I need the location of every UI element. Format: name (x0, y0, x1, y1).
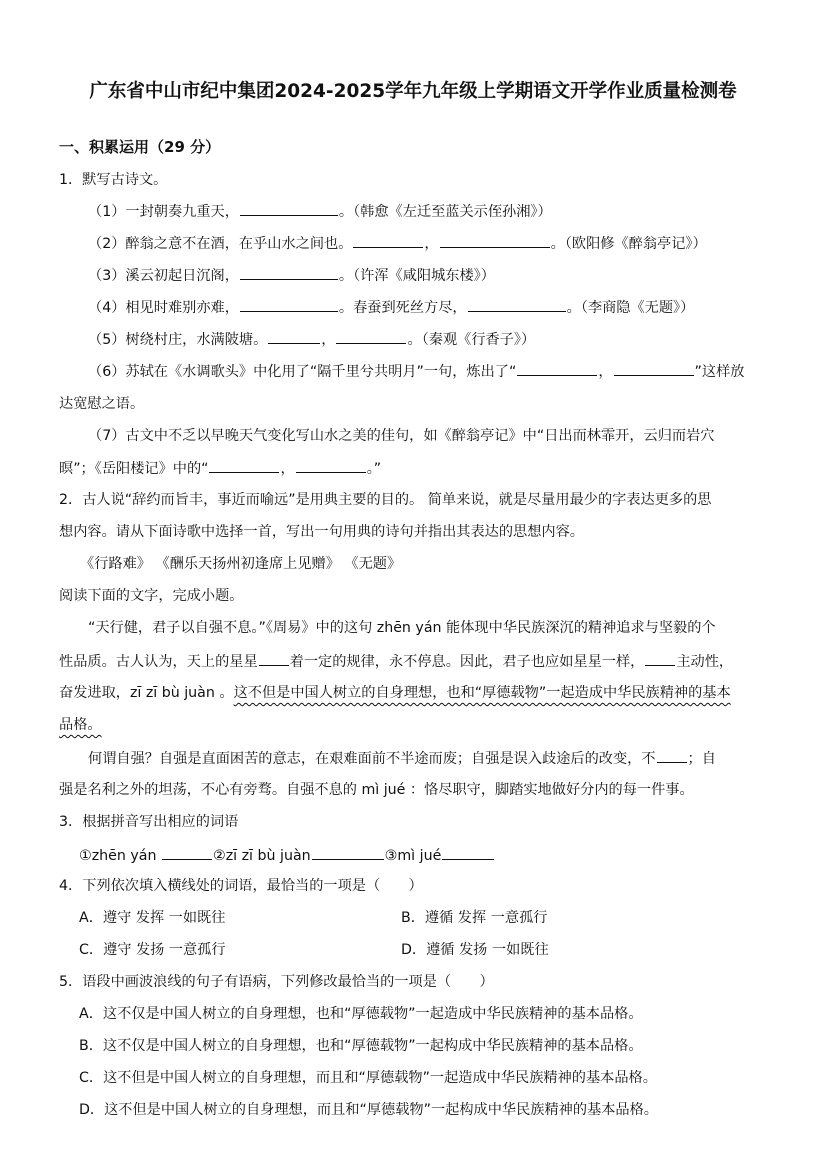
q4-option-d[interactable]: D．遵循 发扬 一如既往 (401, 942, 549, 958)
q2-poem-list: 《行路难》 《酬乐天扬州初逢席上见赠》 《无题》 (80, 556, 402, 572)
text: 何谓自强？自强是直面困苦的意志，在艰难面前不半途而废；自强是误入歧途后的改变，不 (88, 751, 656, 767)
passage-line-3 (59, 683, 731, 703)
text: 暝”；《岳阳楼记》中的“ (59, 461, 209, 477)
answer-blank[interactable] (296, 458, 366, 473)
q5-option-c[interactable]: C．这不但是中国人树立的自身理想，而且和“厚德载物”一起造成中华民族精神的基本品格。 (79, 1070, 657, 1086)
pinyin-3: ③mì jué (384, 848, 442, 864)
q1-line-1 (88, 201, 552, 222)
answer-blank[interactable] (240, 201, 338, 216)
text: （3）溪云初起日沉阁， (88, 268, 239, 284)
answer-blank[interactable] (162, 845, 212, 860)
answer-blank[interactable] (336, 329, 406, 344)
page-title: 广东省中山市纪中集团2024-2025学年九年级上学期语文开学作业质量检测卷 (89, 81, 737, 102)
text: ”这样放 (694, 364, 745, 380)
pinyin-1: ①zhēn yán (79, 848, 161, 864)
q1-line-2 (88, 233, 707, 254)
passage-line-6: 强是名利之外的坦荡，不心有旁骛。自强不息的 mì jué ：恪尽职守，脚踏实地做好分内的每一件事。 (59, 782, 694, 798)
q5-stem: 5．语段中画波浪线的句子有语病，下列修改最恰当的一项是（ ） (59, 974, 494, 990)
answer-blank[interactable] (614, 361, 694, 376)
text: 。春蚕到死丝方尽， (338, 300, 467, 316)
q4-option-b[interactable]: B．遵循 发挥 一意孤行 (401, 910, 548, 926)
pinyin-2: ②zī zī bù juàn (212, 848, 311, 864)
answer-blank[interactable] (468, 297, 566, 312)
section-heading: 一、积累运用（29 分） (59, 138, 221, 156)
text: ；自 (687, 751, 716, 767)
answer-blank[interactable] (440, 233, 550, 248)
text: 。（李商隐《无题》） (566, 300, 695, 316)
q3-answers (79, 845, 495, 866)
text: 奋发进取，zī zī bù juàn 。 (59, 685, 234, 701)
q1-line-4 (88, 297, 694, 318)
answer-blank[interactable] (268, 329, 320, 344)
text: 。（秦观《行香子》） (407, 332, 536, 348)
text: ， (321, 332, 336, 348)
passage-line-1: “天行健，君子以自强不息。”《周易》中的这句 zhēn yán 能体现中华民族深沉的精神追求与坚毅的个 (88, 620, 716, 636)
passage-line-2 (59, 651, 733, 672)
q1-line-5 (88, 329, 535, 350)
q1-stem: 1．默写古诗文。 (59, 172, 168, 188)
q2-stem-line-1: 2．古人说“辞约而旨丰，事近而喻远”是用典主要的目的。 简单来说，就是尽量用最少的字表达更多的思 (59, 492, 712, 508)
text: ， (424, 236, 439, 252)
q5-option-a[interactable]: A．这不仅是中国人树立的自身理想，也和“厚德载物”一起造成中华民族精神的基本品格。 (79, 1006, 643, 1022)
text: ， (598, 364, 613, 380)
answer-blank[interactable] (240, 297, 338, 312)
answer-blank[interactable] (517, 361, 597, 376)
answer-blank[interactable] (645, 651, 675, 666)
answer-blank[interactable] (240, 265, 338, 280)
text: 着一定的规律，永不停息。因此，君子也应如星星一样， (289, 654, 645, 670)
q1-line-3 (88, 265, 495, 286)
text: ， (280, 461, 295, 477)
q4-option-a[interactable]: A．遵守 发挥 一如既往 (79, 910, 226, 926)
answer-blank[interactable] (657, 748, 687, 763)
text: （1）一封朝奏九重天， (88, 204, 239, 220)
q4-option-c[interactable]: C．遵守 发扬 一意孤行 (79, 942, 226, 958)
answer-blank[interactable] (259, 651, 289, 666)
reading-intro: 阅读下面的文字，完成小题。 (59, 588, 244, 604)
text: （5）树绕村庄，水满陂塘。 (88, 332, 268, 348)
q1-line-6-cont: 达宽慰之语。 (59, 396, 145, 412)
text: 。” (366, 461, 382, 477)
q1-line-7-cont (59, 458, 381, 479)
q5-option-d[interactable]: D．这不但是中国人树立的自身理想，而且和“厚德载物”一起构成中华民族精神的基本品格。 (79, 1102, 658, 1118)
q5-option-b[interactable]: B．这不仅是中国人树立的自身理想，也和“厚德载物”一起构成中华民族精神的基本品格。 (79, 1038, 643, 1054)
answer-blank[interactable] (353, 233, 423, 248)
answer-blank[interactable] (442, 845, 494, 860)
text: 性品质。古人认为，天上的星星 (59, 654, 258, 670)
passage-line-4 (59, 715, 102, 735)
passage-line-5 (88, 748, 716, 769)
text: 。（许浑《咸阳城东楼》） (338, 268, 495, 284)
text: 。（韩愈《左迁至蓝关示侄孙湘》） (338, 204, 552, 220)
text: 主动性， (676, 654, 734, 670)
q1-line-6 (88, 361, 744, 382)
text: （4）相见时难别亦难， (88, 300, 239, 316)
answer-blank[interactable] (209, 458, 279, 473)
text: （2）醉翁之意不在酒，在乎山水之间也。 (88, 236, 353, 252)
q2-stem-line-2: 想内容。请从下面诗歌中选择一首，写出一句用典的诗句并指出其表达的思想内容。 (59, 524, 584, 540)
q4-stem: 4．下列依次填入横线处的词语，最恰当的一项是（ ） (59, 878, 423, 894)
answer-blank[interactable] (312, 845, 384, 860)
text: 。（欧阳修《醉翁亭记》） (550, 236, 707, 252)
q3-stem: 3．根据拼音写出相应的词语 (59, 814, 239, 830)
wavy-underlined-sentence: 这不但是中国人树立的自身理想，也和“厚德载物”一起造成中华民族精神的基本 (233, 685, 731, 701)
wavy-underlined-sentence-end: 品格。 (59, 717, 102, 733)
text: （6）苏轼在《水调歌头》中化用了“隔千里兮共明月”一句，炼出了“ (88, 364, 517, 380)
q1-line-7: （7）古文中不乏以早晚天气变化写山水之美的佳句，如《醉翁亭记》中“日出而林霏开，云归而岩穴 (88, 428, 715, 444)
